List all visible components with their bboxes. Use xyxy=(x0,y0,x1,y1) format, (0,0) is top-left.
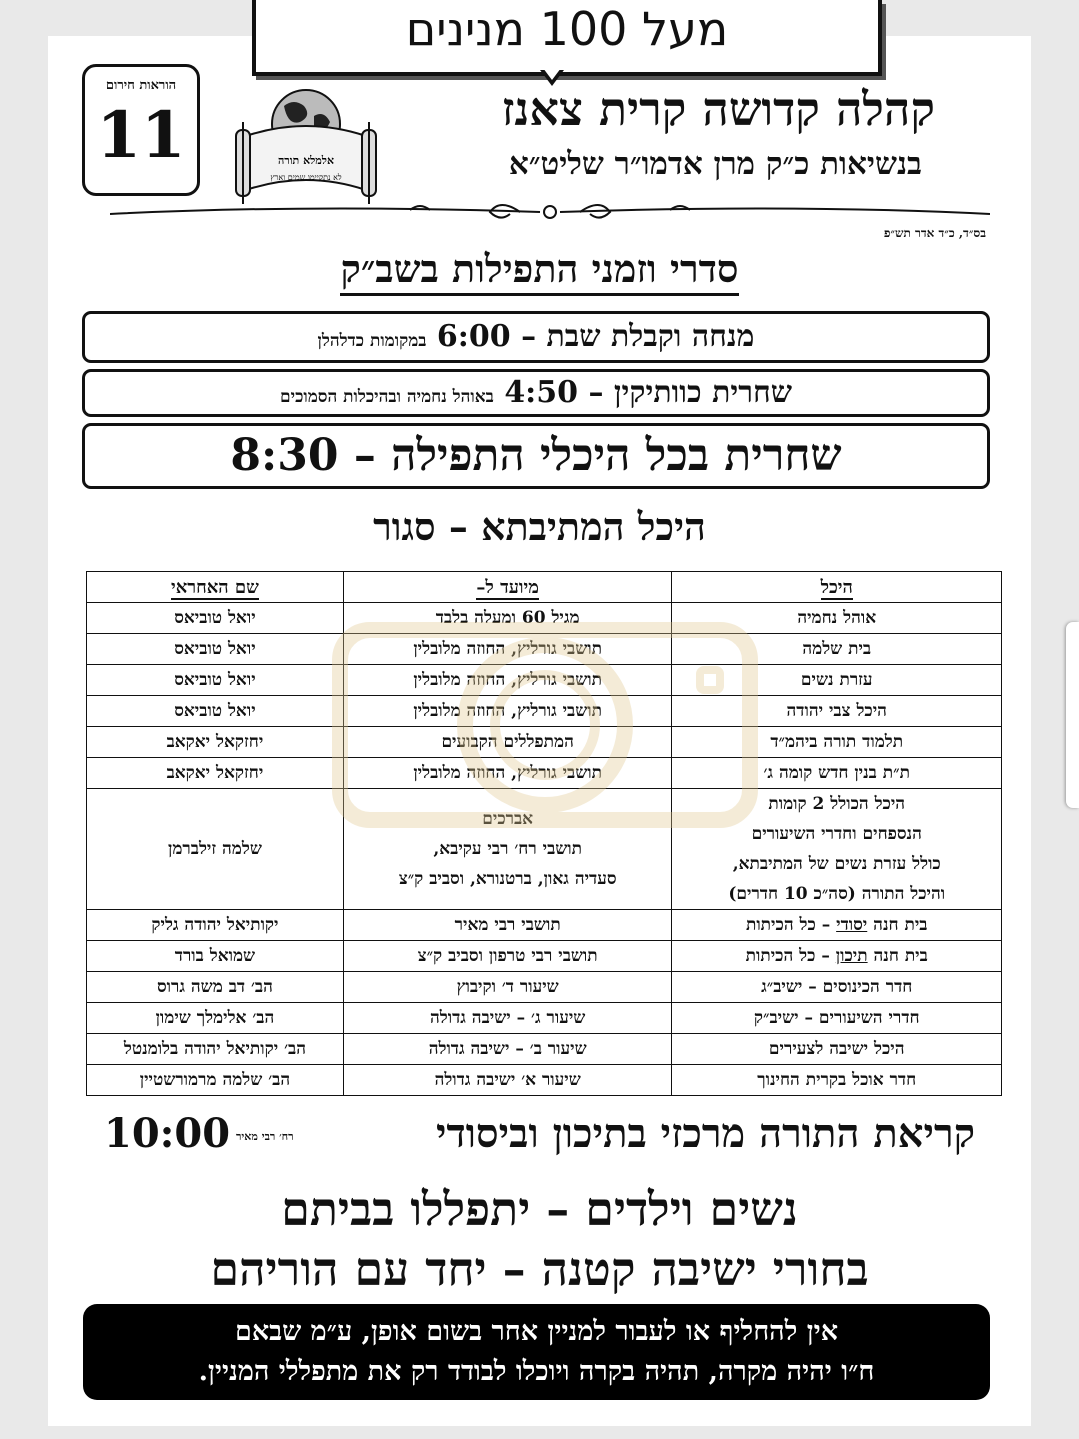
table-cell: שמואל בורד xyxy=(87,941,344,972)
table-cell: שיעור ד׳ וקיבוץ xyxy=(343,972,672,1003)
table-cell: המתפללים הקבועים xyxy=(343,727,672,758)
page-title: סדרי וזמני התפילות בשב״ק xyxy=(0,246,1079,292)
table-row xyxy=(87,665,1002,696)
table-cell: בית חנה תיכון – כל הכיתות xyxy=(672,941,1002,972)
yeshiva-ketana-notice: בחורי ישיבה קטנה – יחד עם הוריהם xyxy=(210,1242,869,1296)
table-cell: חדר אוכל בקרית החינוך xyxy=(672,1065,1002,1096)
table-cell: הב׳ דב משה גרוס xyxy=(87,972,344,1003)
table-cell: שיעור ג׳ – ישיבה גדולה xyxy=(343,1003,672,1034)
warning-banner xyxy=(83,1304,990,1400)
torah-reading-text: קריאת התורה מרכזי בתיכון וביסודי xyxy=(435,1110,975,1157)
table-cell: יקותיאל יהודה גליק xyxy=(87,910,344,941)
table-cell: חדר הכינוסים – ישיב״ג xyxy=(672,972,1002,1003)
torah-reading-time: 10:00 xyxy=(104,1110,231,1157)
table-cell: שיעור ב׳ – ישיבה גדולה xyxy=(343,1034,672,1065)
community-name: קהלה קדושה קרית צאנז xyxy=(501,82,935,136)
table-cell: הב׳ יקותיאל יהודה בלומנטל xyxy=(87,1034,344,1065)
schedule-table xyxy=(86,571,1002,1096)
table-cell: היכל ישיבה לצעירים xyxy=(672,1034,1002,1065)
table-header-row xyxy=(87,572,1002,603)
time-note: באוהל נחמיה ובהיכלות הסמוכים xyxy=(280,387,494,407)
table-cell: הב׳ אלימלך שימון xyxy=(87,1003,344,1034)
table-cell: הב׳ שלמה מרמורשטיין xyxy=(87,1065,344,1096)
table-cell: עזרת נשים xyxy=(672,665,1002,696)
time-main: שחרית בכל היכלי התפילה – 8:30 xyxy=(230,430,842,481)
table-cell: יחזקאל יאקאב xyxy=(87,758,344,789)
leadership-line: בנשיאות כ״ק מרן אדמו״ר שליט״א xyxy=(508,146,922,182)
table-row xyxy=(87,727,1002,758)
col-header-responsible: שם האחראי xyxy=(87,572,344,603)
table-row xyxy=(87,603,1002,634)
table-cell: בית שלמה xyxy=(672,634,1002,665)
table-cell: תושבי גורליץ, החוזה מלובלין xyxy=(343,665,672,696)
logo-text-1: אלמלא תורה xyxy=(277,154,335,167)
minyanim-callout: מעל 100 מנינים xyxy=(252,0,882,76)
notice-label: הוראות חירום xyxy=(105,78,177,93)
notice-number-box xyxy=(82,64,200,196)
notice-number: 11 xyxy=(96,98,186,173)
table-row xyxy=(87,910,1002,941)
hall-cell-multi: היכל הכולל 2 קומות הנספחים וחדרי השיעורים כולל עזרת נשים של המתיבתא, והיכל התורה (סה״כ 10 חדרים) xyxy=(672,789,1002,910)
table-cell: תושבי רבי טרפון וסביב ק״צ xyxy=(343,941,672,972)
table-cell: חדרי השיעורים – ישיב״ק xyxy=(672,1003,1002,1034)
for-cell-multi: אברכים תושבי רח׳ רבי עקיבא, סעדיה גאון, ברטנורא, וסביב ק״צ xyxy=(343,789,672,910)
table-cell: שיעור א׳ ישיבה גדולה xyxy=(343,1065,672,1096)
time-box-mincha xyxy=(82,311,990,363)
table-row xyxy=(87,758,1002,789)
time-box-vasikin xyxy=(82,369,990,417)
time-note: במקומות כדלהלן xyxy=(317,331,427,351)
ornament-divider xyxy=(110,200,990,224)
table-cell: תושבי גורליץ, החוזה מלובלין xyxy=(343,634,672,665)
table-cell: מגיל 60 ומעלה בלבד xyxy=(343,603,672,634)
table-cell: יחזקאל יאקאב xyxy=(87,727,344,758)
table-row xyxy=(87,789,1002,910)
banner-line-2: ח״ו יהיה מקרה, תהיה בקרה ויוכלו לבודד רק את מתפללי המניין. xyxy=(198,1356,875,1387)
scrollbar-handle[interactable] xyxy=(1066,622,1079,808)
table-row xyxy=(87,941,1002,972)
table-cell: יואל טוביאס xyxy=(87,634,344,665)
table-cell: יואל טוביאס xyxy=(87,665,344,696)
table-cell: היכל צבי יהודה xyxy=(672,696,1002,727)
col-header-hall: היכל xyxy=(672,572,1002,603)
table-cell: תושבי גורליץ, החוזה מלובלין xyxy=(343,696,672,727)
torah-reading-place: רח׳ רבי מאיר xyxy=(236,1130,294,1143)
table-cell: יואל טוביאס xyxy=(87,603,344,634)
table-cell: תושבי רבי מאיר xyxy=(343,910,672,941)
time-main: מנחה וקבלת שבת – 6:00 xyxy=(436,319,755,354)
women-children-notice: נשים וילדים – יתפללו בביתם xyxy=(281,1182,798,1236)
time-box-shacharit xyxy=(82,423,990,489)
table-cell: תלמוד תורה ביהמ״ד xyxy=(672,727,1002,758)
table-cell: ת״ת בנין חדש קומה ג׳ xyxy=(672,758,1002,789)
table-row xyxy=(87,634,1002,665)
table-row xyxy=(87,1003,1002,1034)
table-cell: בית חנה יסודי – כל הכיתות xyxy=(672,910,1002,941)
time-main: שחרית כוותיקין – 4:50 xyxy=(504,375,792,410)
table-cell: יואל טוביאס xyxy=(87,696,344,727)
table-cell: תושבי גורליץ, החוזה מלובלין xyxy=(343,758,672,789)
responsible-cell: שלמה זילברמן xyxy=(87,789,344,910)
closed-notice: היכל המתיבתא – סגור xyxy=(373,504,706,549)
table-row xyxy=(87,972,1002,1003)
torah-globe-logo xyxy=(226,76,386,206)
logo-text-2: לא נתקיימו שמים וארץ xyxy=(270,173,342,182)
table-row xyxy=(87,696,1002,727)
col-header-for: מיועד ל– xyxy=(343,572,672,603)
table-cell: אוהל נחמיה xyxy=(672,603,1002,634)
date-line: בס״ד, כ״ד אדר תש״פ xyxy=(883,226,986,240)
table-row xyxy=(87,1065,1002,1096)
table-row xyxy=(87,1034,1002,1065)
banner-line-1: אין להחליף או לעבור למניין אחר בשום אופן, ע״מ שבאם xyxy=(234,1316,839,1347)
